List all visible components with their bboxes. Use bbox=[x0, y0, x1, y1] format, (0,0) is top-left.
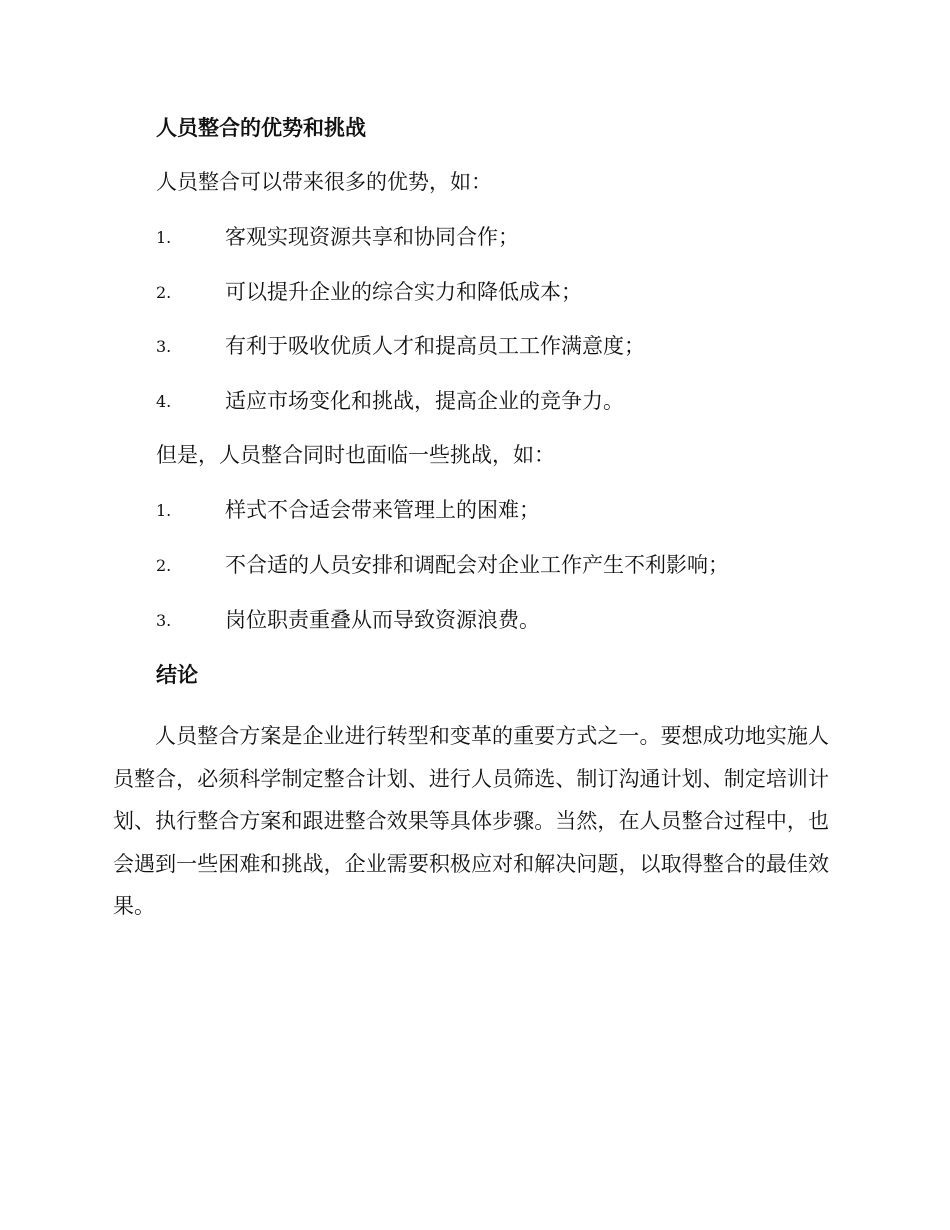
list-number: 2. bbox=[156, 556, 172, 575]
list-text: 适应市场变化和挑战，提高企业的竞争力。 bbox=[225, 389, 624, 413]
list-text: 样式不合适会带来管理上的困难； bbox=[225, 498, 540, 522]
list-text: 可以提升企业的综合实力和降低成本； bbox=[225, 280, 582, 304]
list-item bbox=[156, 551, 856, 579]
list-item bbox=[156, 223, 856, 251]
list-number: 3. bbox=[156, 337, 172, 356]
list-number: 1. bbox=[156, 501, 172, 520]
list-item bbox=[156, 606, 856, 634]
section-heading-advantages: 人员整合的优势和挑战 bbox=[156, 116, 366, 140]
challenges-intro: 但是，人员整合同时也面临一些挑战，如： bbox=[156, 443, 555, 467]
conclusion-paragraph: 人员整合方案是企业进行转型和变革的重要方式之一。要想成功地实施人员整合，必须科学制定整合计划、进行人员筛选、制订沟通计划、制定培训计划、执行整合方案和跟进整合效果等具体步骤。当然，在人员整合过程中，也会遇到一些困难和挑战，企业需要积极应对和解决问题，以取得整合的最佳效果。 bbox=[113, 724, 829, 918]
list-text: 客观实现资源共享和协同合作； bbox=[225, 225, 519, 249]
list-item bbox=[156, 387, 856, 415]
list-text: 岗位职责重叠从而导致资源浪费。 bbox=[225, 608, 540, 632]
list-item bbox=[156, 278, 856, 306]
list-number: 3. bbox=[156, 611, 172, 630]
list-text: 有利于吸收优质人才和提高员工工作满意度； bbox=[225, 334, 645, 358]
section-heading-conclusion: 结论 bbox=[156, 663, 198, 687]
list-number: 2. bbox=[156, 283, 172, 302]
list-number: 4. bbox=[156, 392, 172, 411]
list-text: 不合适的人员安排和调配会对企业工作产生不利影响； bbox=[225, 553, 729, 577]
advantages-intro: 人员整合可以带来很多的优势，如： bbox=[156, 170, 492, 194]
list-item bbox=[156, 496, 856, 524]
list-item bbox=[156, 332, 856, 360]
list-number: 1. bbox=[156, 228, 172, 247]
